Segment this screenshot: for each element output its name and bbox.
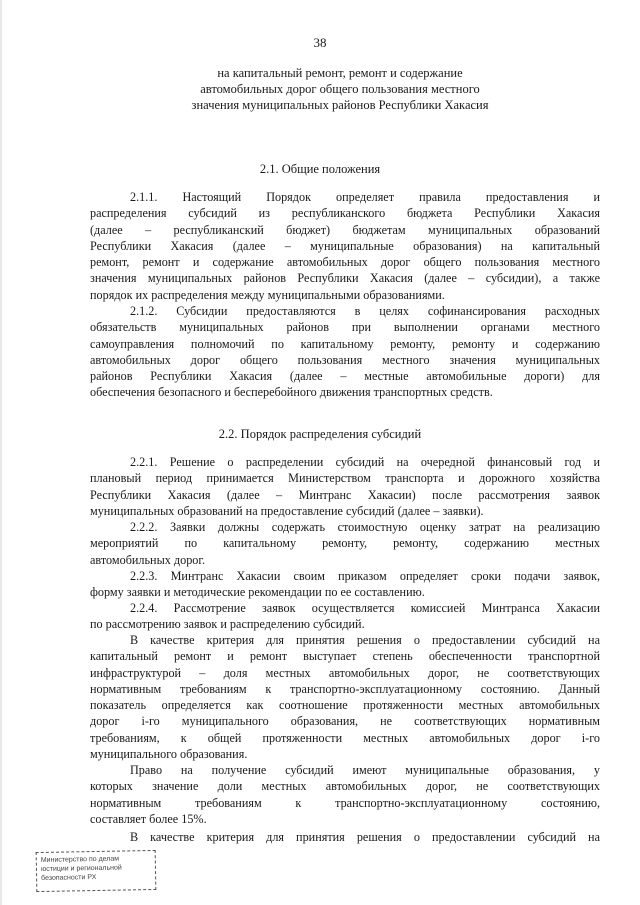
text-line: 2.1.2. Субсидии предоставляются в целях софинансирования расходных [130,304,600,318]
text-line: Право на получение субсидий имеют муниципальные образования, у [130,763,600,777]
stamp-line: безопасности РХ [41,873,97,882]
text-line: 2.2.4. Рассмотрение заявок осуществляется комиссией Минтранса Хакасии [130,601,600,615]
text-line: форму заявки и методические рекомендации по ее составлению. [90,585,425,600]
text-line: В качестве критерия для принятия решения о предоставлении субсидий на [130,633,600,647]
text-line: В качестве критерия для принятия решения о предоставлении субсидий на [130,830,600,844]
text-line: дорог i-го муниципального образования, не соответствующих нормативным [90,714,600,729]
text-line: автомобильных дорог. [90,552,206,567]
text-line: мероприятий по капитальному ремонту, ремонту, содержанию местных [90,536,600,551]
text-line: ремонт, ремонт и содержание автомобильных дорог общего пользования местного [90,255,600,270]
text-line: составляет более 15%. [90,811,207,826]
text-line: муниципального образования. [90,747,248,762]
text-line: нормативным требованиям к транспортно-эксплуатационному состоянию, [90,795,600,810]
section-title-2-1: 2.1. Общие положения [259,162,381,176]
text-line: инфраструктурой – доля местных автомобильных дорог, не соответствующих [90,665,600,680]
text-line: нормативным требованиям к транспортно-эксплуатационному состоянию. Данный [90,681,600,696]
text-line: порядок их распределения между муниципальными образованиями. [90,287,445,302]
text-line: капитальный ремонт и ремонт выступает степень обеспеченности транспортной [90,649,600,664]
paragraph-2-2-4 [90,600,600,633]
text-line: 2.2.3. Минтранс Хакасии своим приказом определяет сроки подачи заявок, [130,569,600,583]
text-line: (далее – республиканский бюджет) бюджетам муниципальных образований [90,222,600,237]
paragraph-criteria [90,632,600,762]
text-line: 2.2.2. Заявки должны содержать стоимостную оценку затрат на реализацию [130,520,600,534]
text-line: 2.2.1. Решение о распределении субсидий на очередной финансовый год и [130,455,600,469]
text-line: районов Республики Хакасия (далее – местные автомобильные дороги) для [90,369,600,384]
text-line: автомобильных дорог общего пользования местного значения муниципальных [90,352,600,367]
stamp-line: Министерство по делам [40,855,120,864]
text-line: самоуправления полномочий по капитальному ремонту, ремонту и содержанию [90,336,600,351]
paragraph-2-2-2 [90,519,600,568]
text-line: по рассмотрению заявок и распределению субсидий. [90,617,365,632]
paragraph-2-2-3 [90,568,600,601]
registration-stamp [36,850,157,892]
paragraph-2-1-1 [90,189,600,303]
paragraph-eligibility [90,762,600,827]
text-line: плановый период принимается Министерством транспорта и дорожного хозяйства [90,471,600,486]
header-line: значения муниципальных районов Республики Хакасия [191,98,489,112]
stamp-line: юстиции и региональной [40,864,122,873]
header-line: на капитальный ремонт, ремонт и содержание [217,66,463,80]
text-line: Республики Хакасия (далее – муниципальные образования) на капитальный [90,238,600,253]
text-line: муниципальных образований на предоставление субсидий (далее – заявки). [90,503,484,518]
text-line: обеспечения безопасного и бесперебойного движения транспортных средств. [90,385,493,400]
text-line: которых значение доли местных автомобильных дорог, не соответствующих [90,779,600,794]
text-line: Республики Хакасия (далее – Минтранс Хакасии) после рассмотрения заявок [90,487,600,502]
text-line: обязательств муниципальных районов при выполнении органами местного [90,320,600,335]
text-line: требованиям, к общей протяженности местных автомобильных дорог i-го [90,730,600,745]
section-title-2-2: 2.2. Порядок распределения субсидий [218,427,422,441]
page-number: 38 [313,35,327,50]
text-line: распределения субсидий из республиканского бюджета Республики Хакасия [90,206,600,221]
document-header [100,65,580,113]
text-line: 2.1.1. Настоящий Порядок определяет правила предоставления и [130,190,600,204]
text-line: значения муниципальных районов Республики Хакасия (далее – субсидии), а также [90,271,600,286]
paragraph-2-2-1 [90,454,600,519]
paragraph-2-1-2 [90,303,600,401]
header-line: автомобильных дорог общего пользования местного [200,82,480,96]
scan-edge [0,0,2,905]
paragraph-criteria-2 [90,829,600,845]
text-line: показатель определяется как соотношение протяженности местных автомобильных [90,698,600,713]
